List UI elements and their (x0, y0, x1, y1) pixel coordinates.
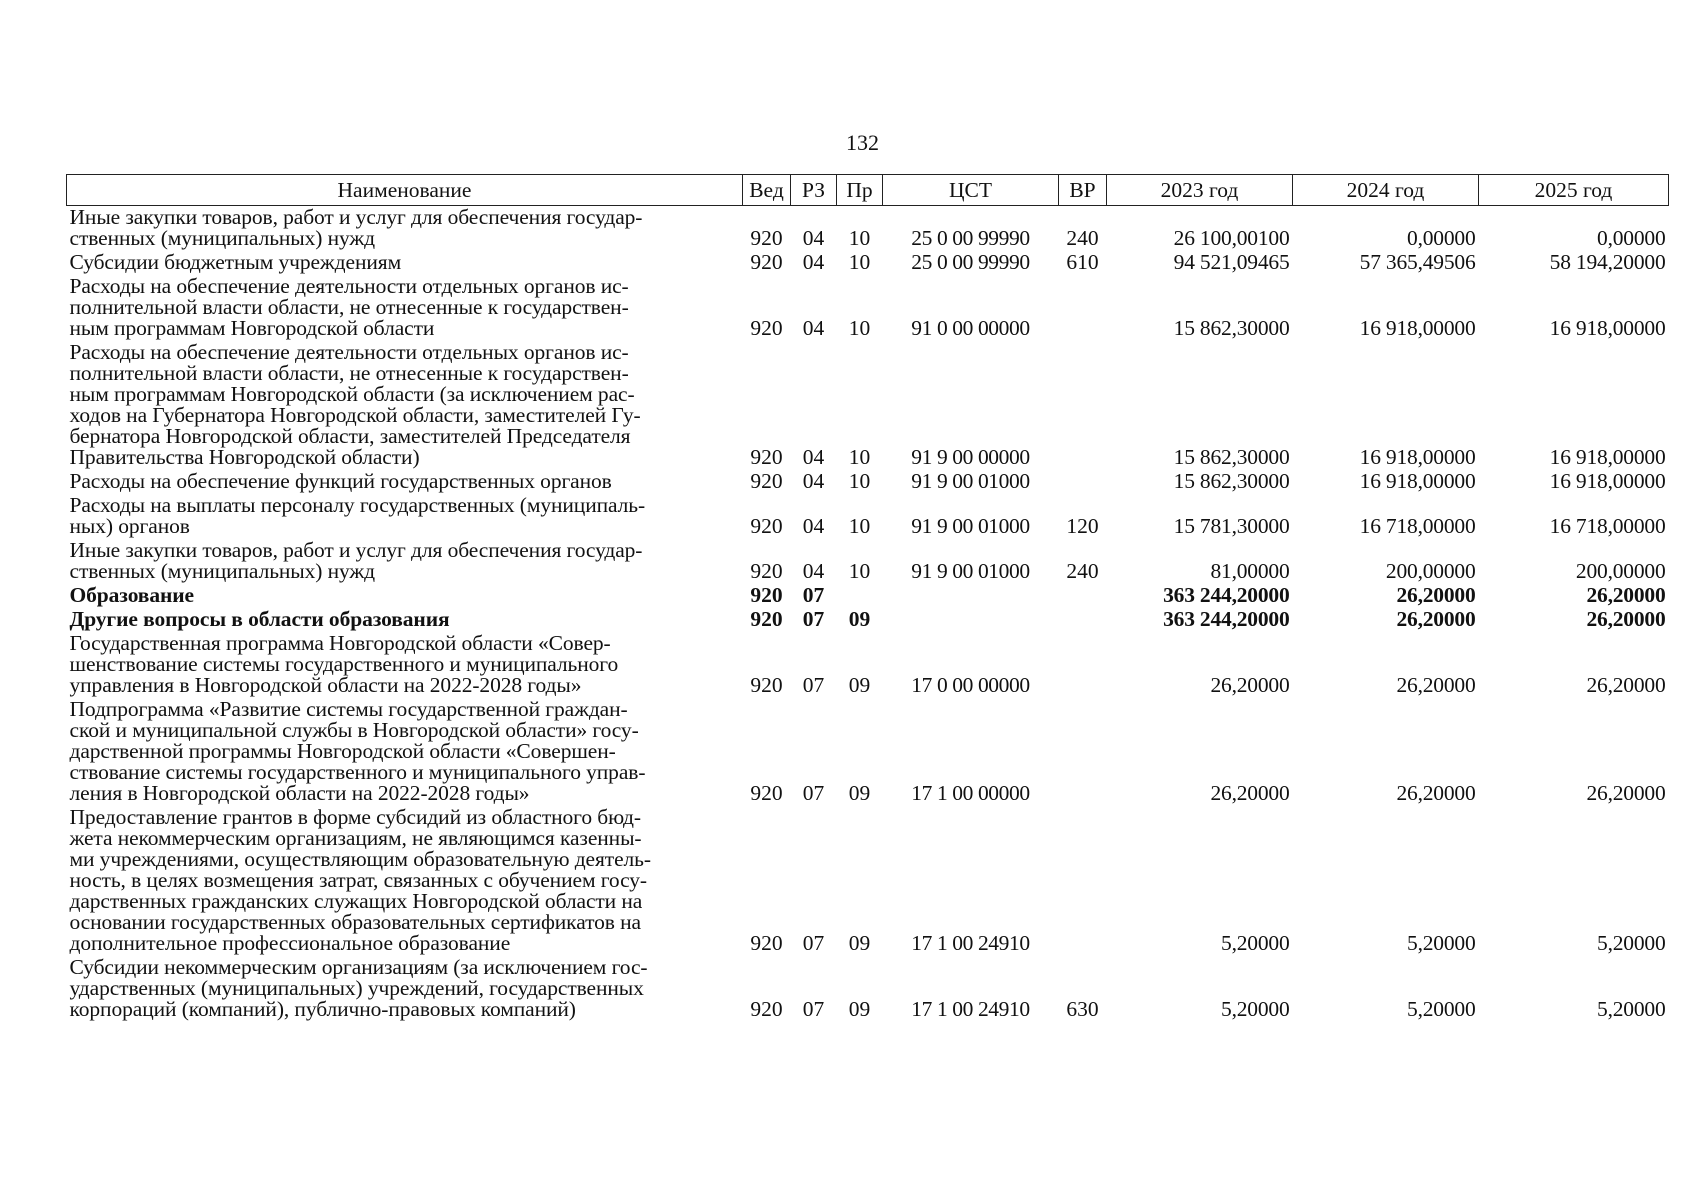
row-name (67, 470, 743, 494)
row-ved: 920 (750, 445, 783, 469)
row-amount-2025: 26,20000 (1586, 607, 1666, 631)
row-name (67, 806, 743, 956)
row-name-line: ным программам Новгородской области (за исключением рас- (69, 382, 635, 406)
row-name-line: Подпрограмма «Развитие системы государственной граждан- (69, 697, 628, 721)
row-name (67, 584, 743, 608)
row-name-line: дарственной программы Новгородской области «Совершен- (69, 739, 616, 763)
row-name-line: ления в Новгородской области на 2022-2028 годы» (69, 781, 530, 805)
budget-table (66, 174, 1669, 1022)
row-name (67, 608, 743, 632)
row-name-line: полнительной власти области, не отнесенные к государствен- (69, 295, 629, 319)
row-amount-2025: 16 918,00000 (1549, 445, 1666, 469)
row-vr (1059, 632, 1107, 698)
row-vr (1059, 608, 1107, 632)
row-name (67, 956, 743, 1022)
row-name-line: Правительства Новгородской области) (69, 445, 420, 469)
row-amount-2025: 26,20000 (1586, 583, 1666, 607)
row-name (67, 494, 743, 539)
row-name-line: корпораций (компаний), публично-правовых компаний) (69, 997, 576, 1021)
row-name (67, 251, 743, 275)
row-name (67, 539, 743, 584)
row-cst: 25 0 00 99990 (911, 226, 1030, 250)
row-cst: 91 9 00 01000 (911, 469, 1030, 493)
row-rz: 07 (802, 781, 825, 805)
row-vr (1059, 341, 1107, 470)
row-rz: 07 (802, 607, 825, 631)
row-name (67, 275, 743, 341)
row-amount-2024: 16 918,00000 (1359, 469, 1476, 493)
row-amount-2024: 16 918,00000 (1359, 316, 1476, 340)
row-pr: 10 (848, 316, 871, 340)
row-amount-2025: 0,00000 (1597, 226, 1666, 250)
row-cst: 91 0 00 00000 (911, 316, 1030, 340)
table-row (67, 275, 1669, 341)
header-rz: РЗ (791, 175, 837, 206)
row-amount-2025: 5,20000 (1597, 931, 1666, 955)
row-cst: 17 1 00 24910 (911, 931, 1030, 955)
row-amount-2025: 16 918,00000 (1549, 316, 1666, 340)
row-amount-2024: 57 365,49506 (1359, 250, 1476, 274)
row-vr (1059, 698, 1107, 806)
row-name-line: Предоставление грантов в форме субсидий из областного бюд- (69, 805, 641, 829)
row-amount-2024: 0,00000 (1407, 226, 1476, 250)
row-amount-2023: 26,20000 (1210, 781, 1290, 805)
row-vr (1059, 470, 1107, 494)
row-name-line: управления в Новгородской области на 2022-2028 годы» (69, 673, 582, 697)
table-row (67, 251, 1669, 275)
row-name-line: полнительной власти области, не отнесенные к государствен- (69, 361, 629, 385)
row-name (67, 206, 743, 252)
row-cst: 91 9 00 01000 (911, 514, 1030, 538)
row-ved: 920 (750, 607, 783, 631)
table-row (67, 584, 1669, 608)
header-year-2025: 2025 год (1479, 175, 1669, 206)
row-vr: 610 (1066, 250, 1099, 274)
row-amount-2025: 26,20000 (1586, 781, 1666, 805)
row-cst: 17 0 00 00000 (911, 673, 1030, 697)
header-year-2023: 2023 год (1107, 175, 1293, 206)
row-name-line: ственных (муниципальных) нужд (69, 226, 376, 250)
row-name-line: дарственных гражданских служащих Новгородской области на (69, 889, 643, 913)
row-rz: 04 (802, 226, 825, 250)
row-amount-2023: 94 521,09465 (1173, 250, 1290, 274)
row-amount-2024: 5,20000 (1407, 997, 1476, 1021)
row-vr: 630 (1066, 997, 1099, 1021)
row-amount-2023: 15 862,30000 (1173, 316, 1290, 340)
page-number: 132 (846, 130, 879, 155)
table-row (67, 608, 1669, 632)
row-name-line: основании государственных образовательных сертификатов на (69, 910, 641, 934)
header-row (67, 175, 1669, 206)
row-amount-2023: 15 862,30000 (1173, 445, 1290, 469)
row-amount-2023: 5,20000 (1221, 931, 1290, 955)
row-amount-2023: 5,20000 (1221, 997, 1290, 1021)
row-vr (1059, 584, 1107, 608)
row-amount-2025: 58 194,20000 (1549, 250, 1666, 274)
row-name-line: Субсидии бюджетным учреждениям (69, 250, 402, 274)
row-name-line: Государственная программа Новгородской области «Совер- (69, 631, 611, 655)
row-amount-2024: 26,20000 (1396, 583, 1476, 607)
row-amount-2025: 200,00000 (1575, 559, 1666, 583)
row-pr: 10 (848, 226, 871, 250)
row-name-line: Расходы на обеспечение функций государственных органов (69, 469, 612, 493)
row-name-line: ходов на Губернатора Новгородской области, заместителей Гу- (69, 403, 641, 427)
row-ved: 920 (750, 226, 783, 250)
row-name-line: ствование системы государственного и муниципального управ- (69, 760, 646, 784)
row-pr: 09 (848, 931, 871, 955)
row-pr: 10 (848, 469, 871, 493)
row-name-line: бернатора Новгородской области, заместителей Председателя (69, 424, 631, 448)
table-row (67, 341, 1669, 470)
row-vr: 240 (1066, 559, 1099, 583)
row-cst: 17 1 00 00000 (911, 781, 1030, 805)
row-amount-2023: 15 781,30000 (1173, 514, 1290, 538)
table-row (67, 806, 1669, 956)
row-ved: 920 (750, 250, 783, 274)
row-pr (837, 584, 883, 608)
row-name-line: ным программам Новгородской области (69, 316, 435, 340)
row-amount-2023: 81,00000 (1210, 559, 1290, 583)
row-name-line: ных) органов (69, 514, 190, 538)
row-rz: 07 (802, 931, 825, 955)
row-cst: 25 0 00 99990 (911, 250, 1030, 274)
row-vr (1059, 806, 1107, 956)
header-cst: ЦСТ (883, 175, 1059, 206)
row-amount-2023: 363 244,20000 (1163, 607, 1290, 631)
row-name-line: ской и муниципальной службы в Новгородской области» госу- (69, 718, 639, 742)
row-name-line: Расходы на обеспечение деятельности отдельных органов ис- (69, 274, 629, 298)
row-rz: 07 (802, 997, 825, 1021)
row-amount-2023: 26,20000 (1210, 673, 1290, 697)
row-name (67, 341, 743, 470)
row-name-line: Субсидии некоммерческим организациям (за исключением гос- (69, 955, 648, 979)
row-amount-2025: 26,20000 (1586, 673, 1666, 697)
row-rz: 04 (802, 469, 825, 493)
row-rz: 07 (802, 583, 825, 607)
row-ved: 920 (750, 316, 783, 340)
table-header (67, 175, 1669, 206)
row-name-line: Расходы на обеспечение деятельности отдельных органов ис- (69, 340, 629, 364)
row-ved: 920 (750, 673, 783, 697)
table-row (67, 956, 1669, 1022)
row-cst: 91 9 00 00000 (911, 445, 1030, 469)
row-amount-2024: 200,00000 (1385, 559, 1476, 583)
row-cst: 91 9 00 01000 (911, 559, 1030, 583)
row-cst (883, 608, 1059, 632)
row-name-line: Иные закупки товаров, работ и услуг для обеспечения государ- (69, 205, 643, 229)
row-name-line: шенствование системы государственного и муниципального (69, 652, 619, 676)
table-row (67, 539, 1669, 584)
header-ved: Вед (743, 175, 791, 206)
row-vr (1059, 275, 1107, 341)
row-cst: 17 1 00 24910 (911, 997, 1030, 1021)
row-rz: 04 (802, 316, 825, 340)
row-pr: 09 (848, 997, 871, 1021)
row-rz: 04 (802, 559, 825, 583)
row-name-line: Расходы на выплаты персоналу государственных (муниципаль- (69, 493, 646, 517)
row-vr: 120 (1066, 514, 1099, 538)
header-year-2024: 2024 год (1293, 175, 1479, 206)
row-name-line: Иные закупки товаров, работ и услуг для обеспечения государ- (69, 538, 643, 562)
row-amount-2024: 16 918,00000 (1359, 445, 1476, 469)
table-row (67, 470, 1669, 494)
row-ved: 920 (750, 997, 783, 1021)
table-row (67, 632, 1669, 698)
table-row (67, 206, 1669, 252)
row-rz: 04 (802, 514, 825, 538)
table-row (67, 698, 1669, 806)
row-amount-2023: 26 100,00100 (1173, 226, 1290, 250)
row-ved: 920 (750, 514, 783, 538)
row-pr: 10 (848, 250, 871, 274)
row-name-line: ственных (муниципальных) нужд (69, 559, 376, 583)
row-pr: 10 (848, 559, 871, 583)
row-amount-2023: 363 244,20000 (1163, 583, 1290, 607)
header-vr: ВР (1059, 175, 1107, 206)
row-pr: 10 (848, 445, 871, 469)
row-ved: 920 (750, 559, 783, 583)
row-amount-2025: 5,20000 (1597, 997, 1666, 1021)
row-name-line: Образование (69, 583, 194, 607)
row-rz: 04 (802, 250, 825, 274)
row-pr: 09 (848, 607, 871, 631)
row-ved: 920 (750, 583, 783, 607)
row-ved: 920 (750, 931, 783, 955)
row-name-line: дополнительное профессиональное образование (69, 931, 511, 955)
row-name-line: ударственных (муниципальных) учреждений, государственных (69, 976, 644, 1000)
row-name (67, 632, 743, 698)
row-pr: 09 (848, 673, 871, 697)
row-amount-2024: 26,20000 (1396, 673, 1476, 697)
row-name-line: ми учреждениями, осуществляющим образовательную деятель- (69, 847, 651, 871)
row-amount-2024: 5,20000 (1407, 931, 1476, 955)
row-cst (883, 584, 1059, 608)
row-pr: 09 (848, 781, 871, 805)
row-amount-2024: 16 718,00000 (1359, 514, 1476, 538)
header-pr: Пр (837, 175, 883, 206)
row-amount-2023: 15 862,30000 (1173, 469, 1290, 493)
row-name-line: жета некоммерческим организациям, не являющимся казенны- (69, 826, 642, 850)
row-vr: 240 (1066, 226, 1099, 250)
row-amount-2025: 16 918,00000 (1549, 469, 1666, 493)
row-name (67, 698, 743, 806)
table-body (67, 206, 1669, 1023)
header-name: Наименование (67, 175, 743, 206)
table-row (67, 494, 1669, 539)
row-name-line: ность, в целях возмещения затрат, связанных с обучением госу- (69, 868, 647, 892)
row-rz: 07 (802, 673, 825, 697)
row-amount-2024: 26,20000 (1396, 607, 1476, 631)
row-amount-2024: 26,20000 (1396, 781, 1476, 805)
row-ved: 920 (750, 469, 783, 493)
row-amount-2025: 16 718,00000 (1549, 514, 1666, 538)
row-rz: 04 (802, 445, 825, 469)
row-pr: 10 (848, 514, 871, 538)
row-ved: 920 (750, 781, 783, 805)
row-name-line: Другие вопросы в области образования (69, 607, 450, 631)
